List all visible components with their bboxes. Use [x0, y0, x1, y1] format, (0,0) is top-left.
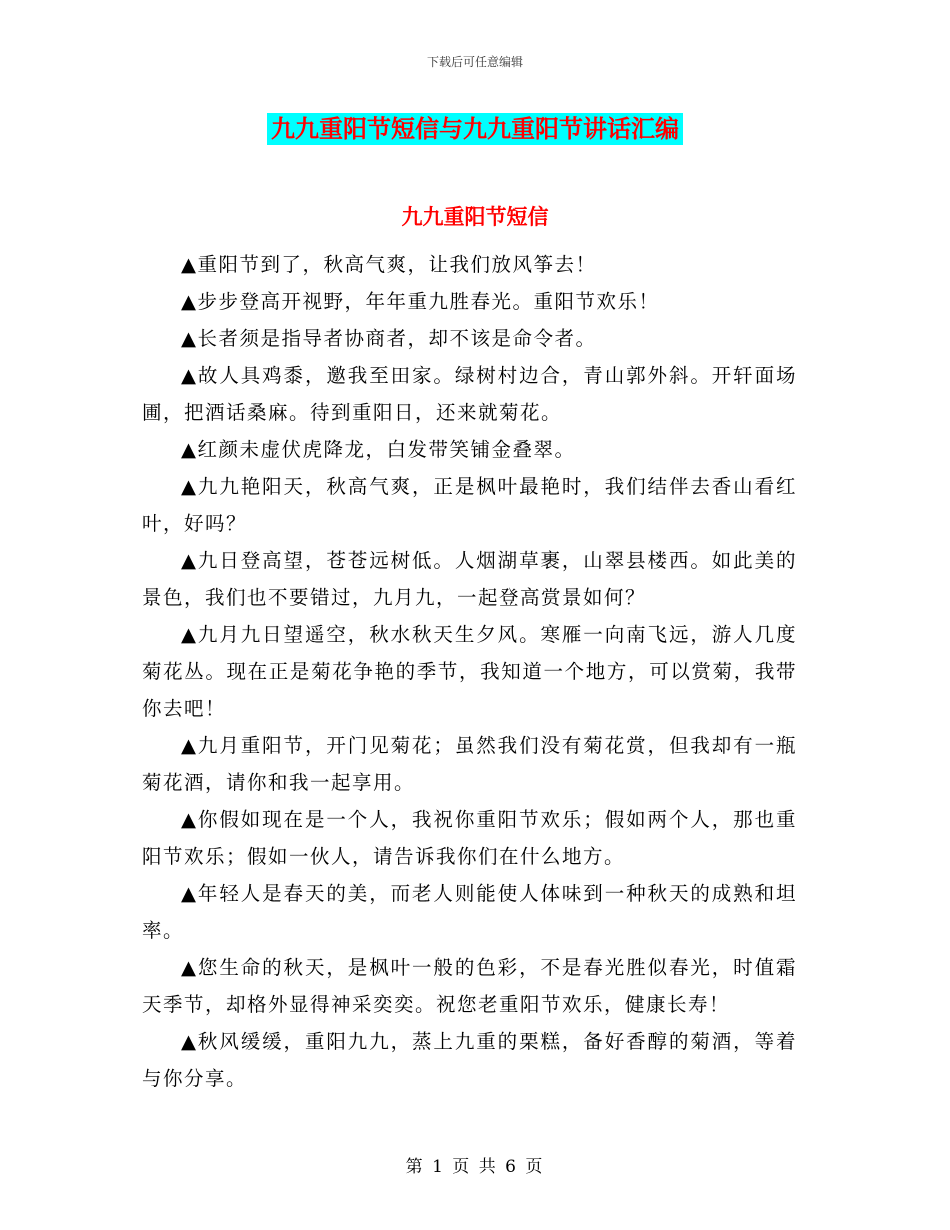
body-text	[142, 246, 797, 1097]
paragraph: ▲九月九日望遥空，秋水秋天生夕风。寒雁一向南飞远，游人几度菊花丛。现在正是菊花争艳的季节，我知道一个地方，可以赏菊，我带你去吧！	[142, 623, 797, 720]
document-title-container	[0, 113, 950, 145]
paragraph: ▲红颜未虚伏虎降龙，白发带笑铺金叠翠。	[181, 438, 576, 461]
paragraph: ▲步步登高开视野，年年重九胜春光。重阳节欢乐！	[181, 290, 660, 313]
paragraph: ▲九月重阳节，开门见菊花；虽然我们没有菊花赏，但我却有一瓶菊花酒，请你和我一起享用。	[142, 734, 797, 794]
paragraph: ▲九日登高望，苍苍远树低。人烟湖草裹，山翠县楼西。如此美的景色，我们也不要错过，九月九，一起登高赏景如何？	[142, 549, 797, 609]
paragraph: ▲重阳节到了，秋高气爽，让我们放风筝去！	[181, 253, 597, 276]
paragraph: ▲九九艳阳天，秋高气爽，正是枫叶最艳时，我们结伴去香山看红叶，好吗？	[142, 475, 797, 535]
paragraph: ▲年轻人是春天的美，而老人则能使人体味到一种秋天的成熟和坦率。	[142, 882, 797, 942]
paragraph: ▲你假如现在是一个人，我祝你重阳节欢乐；假如两个人，那也重阳节欢乐；假如一伙人，请告诉我你们在什么地方。	[142, 808, 797, 868]
paragraph: ▲故人具鸡黍，邀我至田家。绿树村边合，青山郭外斜。开轩面场圃，把酒话桑麻。待到重阳日，还来就菊花。	[142, 364, 797, 424]
section-heading: 九九重阳节短信	[401, 205, 549, 229]
paragraph: ▲您生命的秋天，是枫叶一般的色彩，不是春光胜似春光，时值霜天季节，却格外显得神采奕奕。祝您老重阳节欢乐，健康长寿！	[142, 956, 797, 1016]
document-title: 九九重阳节短信与九九重阳节讲话汇编	[267, 113, 683, 145]
header-note: 下载后可任意编辑	[426, 55, 523, 69]
page-footer: 第 1 页 共 6 页	[405, 1157, 545, 1177]
paragraph: ▲长者须是指导者协商者，却不该是命令者。	[181, 327, 597, 350]
paragraph: ▲秋风缓缓，重阳九九，蒸上九重的栗糕，备好香醇的菊酒，等着与你分享。	[142, 1030, 797, 1090]
